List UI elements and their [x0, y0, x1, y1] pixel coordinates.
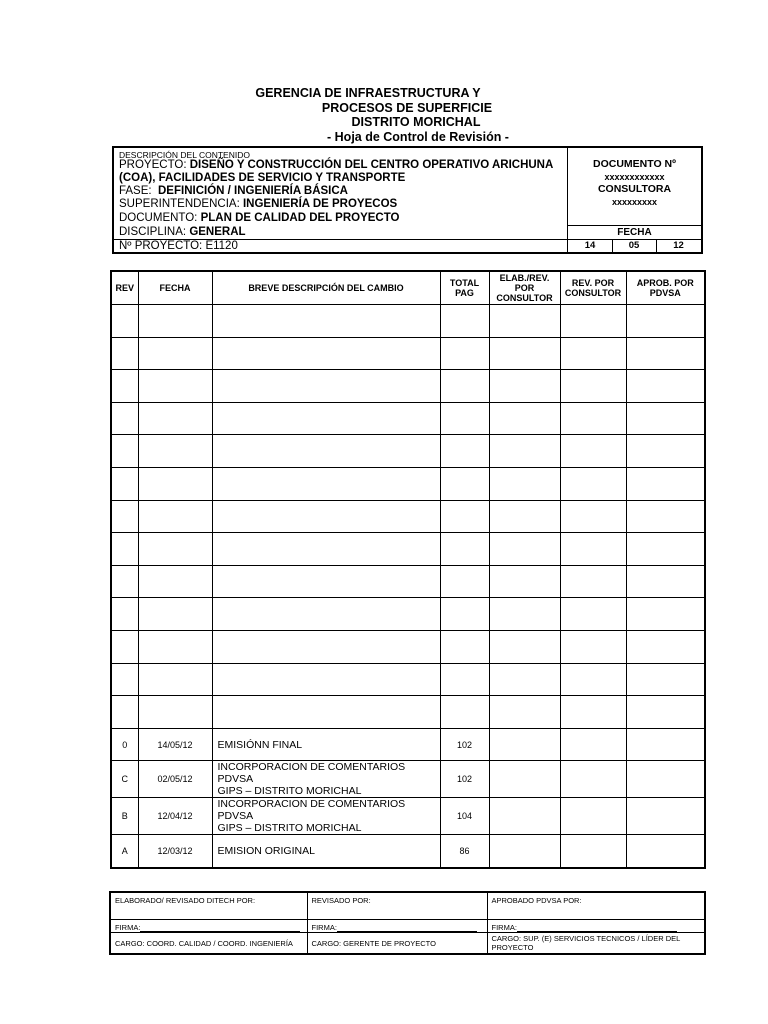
table-row: [111, 402, 705, 435]
firma-cell-1: [110, 920, 307, 933]
table-cell: [489, 500, 560, 533]
rev-cell: 0: [111, 728, 138, 761]
proyecto-line-1: [119, 159, 553, 172]
disciplina-value: GENERAL: [189, 226, 246, 238]
table-cell: [212, 696, 440, 729]
table-row: [111, 761, 705, 798]
table-cell: [212, 565, 440, 598]
col-elab: [489, 271, 560, 305]
desc-label: DESCRIPCIÓN DEL CONTENIDO: [119, 150, 250, 160]
table-cell: [440, 663, 489, 696]
superintendencia-value: INGENIERÍA DE PROYECOS: [242, 198, 398, 210]
elab-cell: [489, 728, 560, 761]
table-cell: [212, 435, 440, 468]
table-cell: [560, 598, 626, 631]
table-cell: [489, 630, 560, 663]
table-cell: [212, 467, 440, 500]
table-cell: [138, 435, 212, 468]
table-cell: [111, 305, 138, 338]
cargo-cell-3: CARGO: SUP. (E) SERVICIOS TECNICOS / LÍDER DEL PROYECTO: [487, 933, 705, 955]
documento-no-value: xxxxxxxxxxxx: [604, 172, 665, 182]
signature-table: [109, 891, 706, 955]
table-cell: [489, 370, 560, 403]
table-cell: [212, 500, 440, 533]
superintendencia-line: [119, 198, 397, 211]
table-cell: [212, 630, 440, 663]
nproyecto-value: E1120: [205, 240, 238, 252]
table-cell: [440, 467, 489, 500]
desc-cell: [212, 798, 440, 835]
table-cell: [138, 663, 212, 696]
table-cell: [626, 663, 705, 696]
signature-line: [140, 923, 300, 932]
col-aprob-2: PDVSA: [649, 288, 681, 298]
documento-no-label: DOCUMENTO Nº: [593, 158, 676, 170]
nproyecto-label: Nº PROYECTO:: [119, 240, 203, 252]
documento-line: [119, 212, 400, 225]
col-fecha: FECHA: [138, 271, 212, 305]
col-elab-2: POR: [514, 283, 535, 293]
table-row: [111, 435, 705, 468]
superintendencia-label: SUPERINTENDENCIA:: [119, 198, 240, 210]
table-cell: [626, 467, 705, 500]
table-cell: [138, 630, 212, 663]
total-cell: 102: [440, 728, 489, 761]
table-row: [111, 663, 705, 696]
table-cell: [440, 500, 489, 533]
table-cell: [560, 630, 626, 663]
aprobado-cell: APROBADO PDVSA POR:: [487, 892, 705, 920]
signature-cargo-row: [110, 933, 705, 955]
total-cell: 102: [440, 761, 489, 798]
table-cell: [626, 630, 705, 663]
consultora-label: CONSULTORA: [597, 183, 672, 195]
col-elab-3: CONSULTOR: [496, 293, 553, 303]
table-cell: [560, 402, 626, 435]
table-cell: [111, 500, 138, 533]
table-cell: [212, 598, 440, 631]
table-cell: [138, 696, 212, 729]
rev-cell: A: [111, 835, 138, 868]
document-number-panel: [568, 148, 701, 252]
table-cell: [626, 402, 705, 435]
rev-por-cell: [560, 835, 626, 868]
elab-cell: [489, 761, 560, 798]
table-row: [111, 500, 705, 533]
fase-value: DEFINICIÓN / INGENIERÍA BÁSICA: [158, 185, 348, 197]
fecha-month: 05: [628, 240, 640, 251]
aprob-cell: [626, 761, 705, 798]
table-cell: [138, 370, 212, 403]
divider: [568, 225, 701, 226]
table-cell: [489, 565, 560, 598]
table-cell: [138, 500, 212, 533]
title-line-4: - Hoja de Control de Revisión -: [327, 129, 509, 144]
table-cell: [440, 696, 489, 729]
title-line-1: GERENCIA DE INFRAESTRUCTURA Y: [255, 86, 481, 100]
table-cell: [212, 663, 440, 696]
table-cell: [440, 630, 489, 663]
col-desc: BREVE DESCRIPCIÓN DEL CAMBIO: [212, 271, 440, 305]
proyecto-value-2: (COA), FACILIDADES DE SERVICIO Y TRANSPORTE: [119, 172, 406, 184]
table-cell: [489, 696, 560, 729]
col-aprob-1: APROB. POR: [636, 278, 694, 288]
elab-cell: [489, 835, 560, 868]
proyecto-value: DISEÑO Y CONSTRUCCIÓN DEL CENTRO OPERATIVO ARICHUNA: [189, 159, 554, 171]
table-cell: [489, 533, 560, 566]
title-line-2: PROCESOS DE SUPERFICIE: [321, 100, 493, 115]
elab-cell: [489, 798, 560, 835]
table-cell: [626, 370, 705, 403]
signature-firma-row: [110, 920, 705, 933]
table-cell: [560, 467, 626, 500]
signature-line: [337, 923, 477, 932]
table-cell: [111, 435, 138, 468]
desc-line-1: EMISION ORIGINAL: [217, 845, 315, 858]
fecha-year: 12: [673, 240, 684, 251]
table-cell: [111, 630, 138, 663]
signature-line: [517, 923, 677, 932]
proyecto-label: PROYECTO:: [119, 159, 187, 171]
fecha-day: 14: [584, 240, 596, 251]
cargo-cell-1: CARGO: COORD. CALIDAD / COORD. INGENIERÍA: [110, 933, 307, 955]
table-cell: [560, 533, 626, 566]
signature-role-row: [110, 892, 705, 920]
col-aprob: [626, 271, 705, 305]
desc-cell: [212, 728, 440, 761]
table-cell: [440, 402, 489, 435]
nproyecto-line: [119, 240, 238, 253]
table-cell: [111, 598, 138, 631]
table-header-row: [111, 271, 705, 305]
table-cell: [138, 533, 212, 566]
table-cell: [440, 565, 489, 598]
col-elab-1: ELAB./REV.: [499, 273, 550, 283]
cargo-cell-2: CARGO: GERENTE DE PROYECTO: [307, 933, 487, 955]
rev-por-cell: [560, 761, 626, 798]
table-cell: [489, 663, 560, 696]
table-cell: [626, 435, 705, 468]
table-cell: [440, 337, 489, 370]
col-total-1: TOTAL: [449, 278, 480, 288]
table-cell: [138, 402, 212, 435]
desc-cell: [212, 835, 440, 868]
table-cell: [626, 598, 705, 631]
table-row: [111, 598, 705, 631]
table-cell: [489, 435, 560, 468]
table-cell: [489, 337, 560, 370]
table-cell: [440, 598, 489, 631]
col-rev-por-2: CONSULTOR: [564, 288, 622, 298]
table-cell: [212, 533, 440, 566]
project-info: [114, 148, 568, 252]
rev-por-cell: [560, 728, 626, 761]
fecha-label: FECHA: [617, 227, 652, 238]
table-cell: [138, 598, 212, 631]
firma-cell-2: [307, 920, 487, 933]
table-row: [111, 565, 705, 598]
table-cell: [560, 305, 626, 338]
table-cell: [111, 337, 138, 370]
table-row: [111, 337, 705, 370]
desc-line-1: INCORPORACION DE COMENTARIOS PDVSA: [217, 798, 406, 823]
table-cell: [489, 305, 560, 338]
col-rev-por-1: REV. POR: [571, 278, 615, 288]
table-cell: [440, 435, 489, 468]
firma-label: FIRMA:: [491, 923, 517, 932]
col-rev: REV: [111, 271, 138, 305]
elaborado-cell: ELABORADO/ REVISADO DITECH POR:: [110, 892, 307, 920]
table-cell: [440, 370, 489, 403]
desc-line-1: EMISIÓNN FINAL: [217, 738, 303, 751]
table-cell: [560, 435, 626, 468]
aprob-cell: [626, 728, 705, 761]
col-rev-por: [560, 271, 626, 305]
desc-line-2: GIPS – DISTRITO MORICHAL: [217, 785, 362, 798]
proyecto-line-2: [119, 172, 405, 185]
documento-label: DOCUMENTO:: [119, 212, 198, 224]
desc-line-1: INCORPORACION DE COMENTARIOS PDVSA: [217, 761, 406, 786]
revision-table: [110, 270, 706, 869]
consultora-value: xxxxxxxxx: [611, 197, 658, 207]
table-cell: [212, 337, 440, 370]
total-cell: 104: [440, 798, 489, 835]
table-cell: [111, 696, 138, 729]
fecha-cell: 12/03/12: [138, 835, 212, 868]
table-cell: [111, 565, 138, 598]
table-cell: [626, 533, 705, 566]
table-row: [111, 533, 705, 566]
table-row: [111, 305, 705, 338]
fase-line: [119, 185, 348, 198]
table-cell: [111, 533, 138, 566]
table-cell: [560, 696, 626, 729]
rev-cell: C: [111, 761, 138, 798]
table-row: [111, 798, 705, 835]
aprob-cell: [626, 798, 705, 835]
table-row: [111, 835, 705, 868]
disciplina-line: [119, 226, 246, 239]
table-cell: [560, 370, 626, 403]
table-cell: [138, 305, 212, 338]
table-cell: [440, 305, 489, 338]
aprob-cell: [626, 835, 705, 868]
document-title: [0, 86, 768, 144]
table-cell: [138, 337, 212, 370]
table-cell: [111, 370, 138, 403]
table-cell: [626, 500, 705, 533]
rev-por-cell: [560, 798, 626, 835]
title-line-3: DISTRITO MORICHAL: [351, 115, 481, 129]
total-cell: 86: [440, 835, 489, 868]
table-cell: [111, 402, 138, 435]
col-total-2: PAG: [455, 288, 474, 298]
table-cell: [560, 565, 626, 598]
disciplina-label: DISCIPLINA:: [119, 226, 187, 238]
content-description-box: [112, 146, 703, 254]
firma-label: FIRMA:: [311, 923, 337, 932]
table-row: [111, 696, 705, 729]
table-cell: [212, 402, 440, 435]
table-cell: [626, 565, 705, 598]
fase-label: FASE:: [119, 185, 152, 197]
fecha-cell: 02/05/12: [138, 761, 212, 798]
desc-line-2: GIPS – DISTRITO MORICHAL: [217, 822, 362, 835]
table-cell: [440, 533, 489, 566]
table-cell: [212, 370, 440, 403]
firma-label: FIRMA:: [115, 923, 141, 932]
table-cell: [489, 598, 560, 631]
table-row: [111, 467, 705, 500]
table-cell: [560, 337, 626, 370]
fecha-cell: 12/04/12: [138, 798, 212, 835]
table-row: [111, 370, 705, 403]
table-row: [111, 630, 705, 663]
rev-cell: B: [111, 798, 138, 835]
col-total: [440, 271, 489, 305]
documento-value: PLAN DE CALIDAD DEL PROYECTO: [200, 212, 400, 224]
table-cell: [560, 500, 626, 533]
table-cell: [138, 565, 212, 598]
firma-cell-3: [487, 920, 705, 933]
table-cell: [212, 305, 440, 338]
table-cell: [626, 696, 705, 729]
table-cell: [626, 305, 705, 338]
table-cell: [626, 337, 705, 370]
desc-cell: [212, 761, 440, 798]
table-cell: [560, 663, 626, 696]
table-cell: [111, 467, 138, 500]
table-cell: [111, 663, 138, 696]
table-cell: [489, 402, 560, 435]
fecha-cell: 14/05/12: [138, 728, 212, 761]
table-cell: [489, 467, 560, 500]
revisado-cell: REVISADO POR:: [307, 892, 487, 920]
table-cell: [138, 467, 212, 500]
table-row: [111, 728, 705, 761]
